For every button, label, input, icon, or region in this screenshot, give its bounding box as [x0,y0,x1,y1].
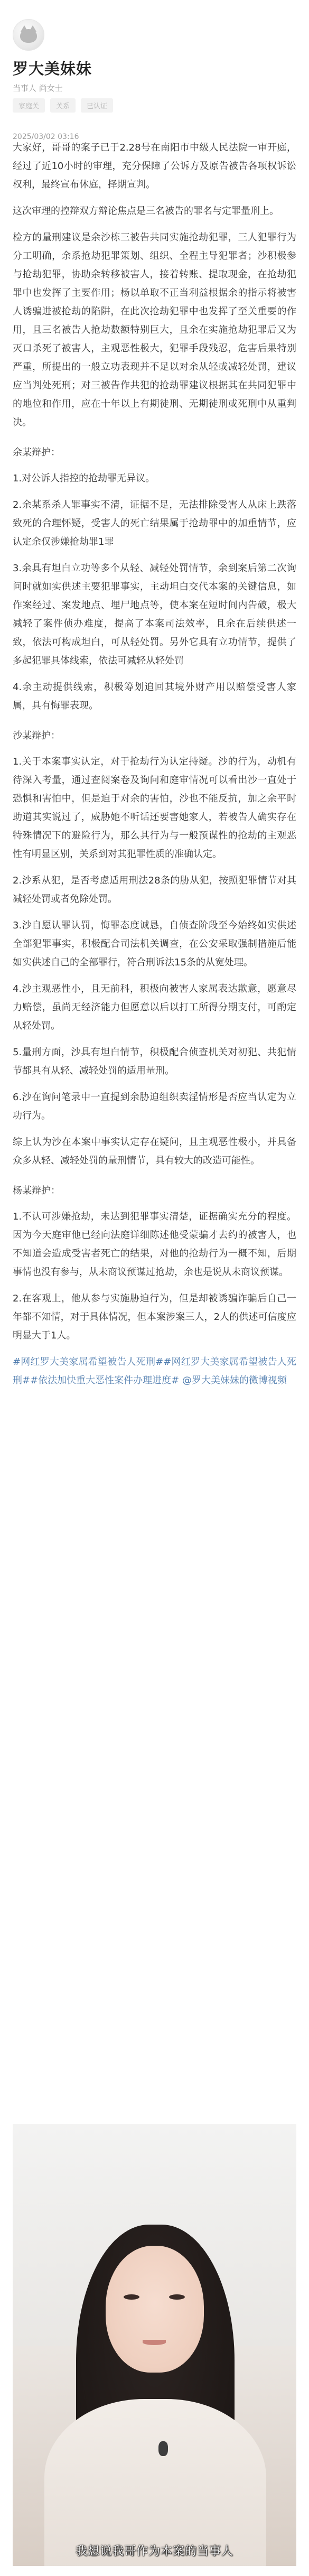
video-person-mouth [143,2340,166,2345]
article-paragraph: 3.沙自愿认罪认罚，悔罪态度诚恳，自侦查阶段至今始终如实供述全部犯罪事实，积极配合司法机关调查，在公安采取强制措施后能如实供述自己的全部罪行，符合刑诉法15条的从宽处理。 [13,920,296,968]
avatar[interactable] [13,19,44,51]
article-paragraph: 5.量刑方面，沙具有坦白情节，积极配合侦查机关对初犯、共犯情节都具有从轻、减轻处罚的适用量刑。 [13,1047,296,1076]
article-paragraph: 综上认为沙在本案中事实认定存在疑问，且主观恶性极小，并具备众多从轻、减轻处罚的量刑情节，具有较大的改造可能性。 [13,1137,296,1166]
status-badge: 家庭关 [13,98,45,113]
hashtag-link[interactable]: #网红罗大美家属希望被告人死刑# [13,1356,164,1368]
article-paragraph: 2.余某系杀人罪事实不清，证据不足，无法排除受害人从床上跌落致死的合理怀疑，受害人的死亡结果属于抢劫罪中的加重情节，应认定余仅涉嫌抢劫罪1罪 [13,499,296,547]
video-subtitle: 我想说我哥作为本案的当事人 [75,2545,233,2558]
post-body [13,138,296,1398]
video-player[interactable] [13,2124,296,2566]
status-badge: 关系 [50,98,76,113]
hashtag-link[interactable]: #网红罗大美家属希望被告人死刑# [13,1356,296,1386]
post-timestamp: 2025/03/02 03:16 [13,133,79,141]
article-paragraph: 3.余具有坦白立功等多个从轻、减轻处罚情节，余到案后第二次询问时就如实供述主要犯罪事实，主动坦白交代本案的关键信息，如作案经过、案发地点、埋尸地点等，使本案在短时间内告破，极大减轻了案件侦办难度，提高了本案司法效率，且余在后续供述一致，依法可构成坦白，可从轻处罚。另外它具有立功情节，提供了多起犯罪具体线索，依法可减轻从轻处罚 [13,563,296,666]
defense-sha-heading: 沙某辩护： [13,730,60,741]
video-source-link[interactable]: @罗大美妹妹的微博视频 [182,1375,287,1386]
article-paragraph: 1.对公诉人指控的抢劫罪无异议。 [13,473,155,484]
video-person-eye [169,2294,185,2300]
video-person-body [44,2399,266,2566]
badge-row [13,98,113,113]
article-paragraph: 6.沙在询问笔录中一直提到余胁迫组织卖淫情形是否应当认定为立功行为。 [13,1092,296,1121]
article-paragraph: 4.沙主观恶性小，且无前科，积极向被害人家属表达歉意，愿意尽力赔偿，虽尚无经济能力但愿意以后以打工所得分期支付，可酌定从轻处罚。 [13,983,296,1031]
article-paragraph: 检方的量刑建议是余沙栋三被告共同实施抢劫犯罪，三人犯罪行为分工明确，余系抢劫犯罪策划、组织、全程主导犯罪者；沙积极参与抢劫犯罪，协助余转移被害人，接着转账、提取现金，在抢劫犯罪中也发挥了主要作用；杨以单取不正当利益根据余的指示将被害人诱骗进被抢劫的陷阱，在此次抢劫犯罪中也发挥了至关重要的作用，且三名被告人抢劫数额特别巨大，且余在实施抢劫犯罪后又为灭口杀死了被害人，主观恶性极大，犯罪手段残忍，危害后果特别严重，所提出的一般立功表现并不足以对余从轻或减轻处罚，建议应当判处死刑；对三被告作共犯的抢劫罪建议根据其在共同犯罪中的地位和作用，应在十年以上有期徒刑、无期徒刑或死刑中从重判决。 [13,232,296,428]
article-paragraph: 2.在客观上，他从参与实施胁迫行为，但是却被诱骗诈骗后自己一年都不知情，对于具体情况，但本案涉案三人，2人的供述可信度应明显大于1人。 [13,1293,296,1341]
article-paragraph: 大家好，哥哥的案子已于2.28号在南阳市中级人民法院一审开庭，经过了近10小时的审理，充分保障了公诉方及原告被告各项权诉讼权利，最终宣布休庭，择期宣判。 [13,142,296,190]
status-bar [0,0,309,15]
article-paragraph: 1.不认可涉嫌抢劫，未达到犯罪事实清楚，证据确实充分的程度。因为今天庭审他已经向法庭详细陈述他受蒙骗才去约的被害人，也不知道会造成受害者死亡的结果，对他的抢劫行为一概不知，后期事情也没有参与，从未商议预谋过抢劫，余也是说从未商议预谋。 [13,1211,296,1278]
video-person-eye [124,2294,139,2300]
video-person-face [106,2246,204,2373]
author-role: 当事人 尚女士 [13,83,63,93]
article-paragraph: 4.余主动提供线索，积极筹划追回其境外财产用以赔偿受害人家属，具有悔罪表现。 [13,682,296,711]
page-title[interactable]: 罗大美妹妹 [13,60,92,78]
defense-yu-heading: 余某辩护： [13,447,60,458]
hashtag-link[interactable]: #依法加快重大恶性案件办理进度# [30,1375,180,1386]
article-paragraph: 1.关于本案事实认定，对于抢劫行为认定持疑。沙的行为，动机有待深入考量，通过查阅案卷及询问和庭审情况可以看出沙一直处于恐惧和害怕中，但是迫于对余的害怕，沙也不能反抗，加之余平时助道其实说过了，威胁她不听话还要害她家人，若被告人确实存在特殊情况下的避险行为，那么其行为与一般预谋性的抢劫的主观恶性有明显区别，关系到对其犯罪性质的准确认定。 [13,756,296,860]
status-badge: 已认证 [81,98,113,113]
article-paragraph: 这次审理的控辩双方辩论焦点是三名被告的罪名与定罪量刑上。 [13,206,279,217]
article-paragraph: 2.沙系从犯，是否考虑适用刑法28条的胁从犯，按照犯罪情节对其减轻处罚或者免除处罚。 [13,875,296,905]
hashtag-list [13,1353,296,1390]
microphone-icon [158,2441,168,2456]
avatar-cat-icon [20,29,37,43]
defense-yang-heading: 杨某辩护： [13,1185,60,1196]
